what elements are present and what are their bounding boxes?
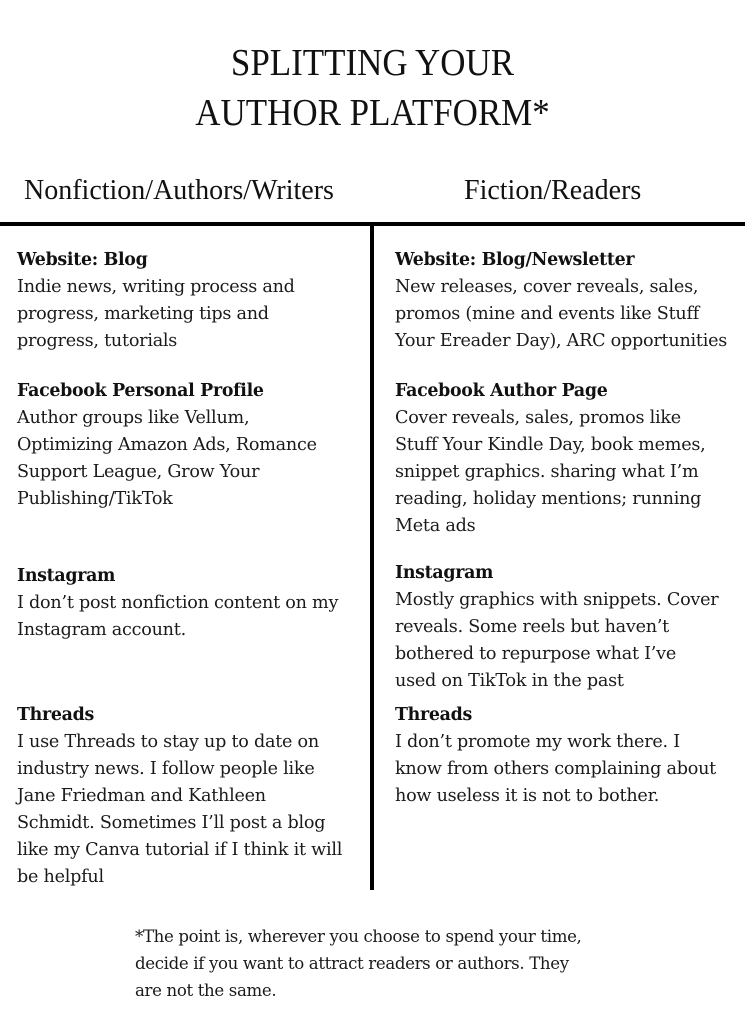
section-text-line: Support League, Grow Your: [17, 462, 260, 482]
section-text-line: I use Threads to stay up to date on: [17, 732, 319, 752]
section-text-line: Mostly graphics with snippets. Cover: [395, 590, 719, 610]
section-text-line: Your Ereader Day), ARC opportunities: [395, 331, 728, 351]
right-section-instagram: [395, 560, 740, 695]
page-title-line-1: SPLITTING YOUR: [230, 42, 515, 84]
section-heading: Instagram: [17, 566, 116, 586]
column-header-fiction: Fiction/Readers: [464, 175, 642, 206]
section-text-line: like my Canva tutorial if I think it will: [17, 840, 343, 860]
section-heading: Instagram: [395, 563, 494, 583]
section-heading: Website: Blog/Newsletter: [395, 250, 635, 270]
column-header-nonfiction: Nonfiction/Authors/Writers: [24, 175, 334, 206]
section-text-line: New releases, cover reveals, sales,: [395, 277, 699, 297]
section-text-line: I don’t promote my work there. I: [395, 732, 680, 752]
page-title: [30, 38, 715, 138]
vertical-divider: [370, 222, 374, 890]
section-text-line: progress, tutorials: [17, 331, 178, 351]
section-heading: Threads: [395, 705, 472, 725]
section-text-line: progress, marketing tips and: [17, 304, 269, 324]
section-text-line: Jane Friedman and Kathleen: [17, 786, 266, 806]
left-section-website: [17, 247, 362, 355]
section-text-line: Indie news, writing process and: [17, 277, 295, 297]
right-section-website: [395, 247, 740, 355]
section-text-line: Instagram account.: [17, 620, 186, 640]
section-text-line: reading, holiday mentions; running: [395, 489, 702, 509]
section-text-line: Schmidt. Sometimes I’ll post a blog: [17, 813, 326, 833]
section-text-line: reveals. Some reels but haven’t: [395, 617, 669, 637]
footnote-line: decide if you want to attract readers or authors. They: [135, 954, 569, 973]
section-heading: Website: Blog: [17, 250, 148, 270]
right-section-facebook: [395, 378, 740, 540]
left-section-instagram: [17, 563, 362, 644]
section-text-line: snippet graphics. sharing what I’m: [395, 462, 699, 482]
left-section-facebook: [17, 378, 362, 513]
right-section-threads: [395, 702, 740, 810]
section-text-line: bothered to repurpose what I’ve: [395, 644, 677, 664]
section-text-line: be helpful: [17, 867, 104, 887]
section-text-line: industry news. I follow people like: [17, 759, 315, 779]
section-text-line: used on TikTok in the past: [395, 671, 624, 691]
left-section-threads: [17, 702, 362, 891]
section-text-line: promos (mine and events like Stuff: [395, 304, 700, 324]
footnote: [135, 923, 625, 1004]
footnote-line: *The point is, wherever you choose to spend your time,: [135, 927, 582, 946]
section-text-line: Stuff Your Kindle Day, book memes,: [395, 435, 706, 455]
section-text-line: Cover reveals, sales, promos like: [395, 408, 681, 428]
section-text-line: Meta ads: [395, 516, 476, 536]
section-heading: Facebook Personal Profile: [17, 381, 264, 401]
section-text-line: know from others complaining about: [395, 759, 716, 779]
section-text-line: Optimizing Amazon Ads, Romance: [17, 435, 317, 455]
section-heading: Threads: [17, 705, 94, 725]
section-text-line: Publishing/TikTok: [17, 489, 173, 509]
footnote-line: are not the same.: [135, 981, 277, 1000]
section-heading: Facebook Author Page: [395, 381, 608, 401]
page-title-line-2: AUTHOR PLATFORM*: [195, 92, 550, 134]
section-text-line: how useless it is not to bother.: [395, 786, 660, 806]
section-text-line: I don’t post nonfiction content on my: [17, 593, 339, 613]
section-text-line: Author groups like Vellum,: [17, 408, 250, 428]
